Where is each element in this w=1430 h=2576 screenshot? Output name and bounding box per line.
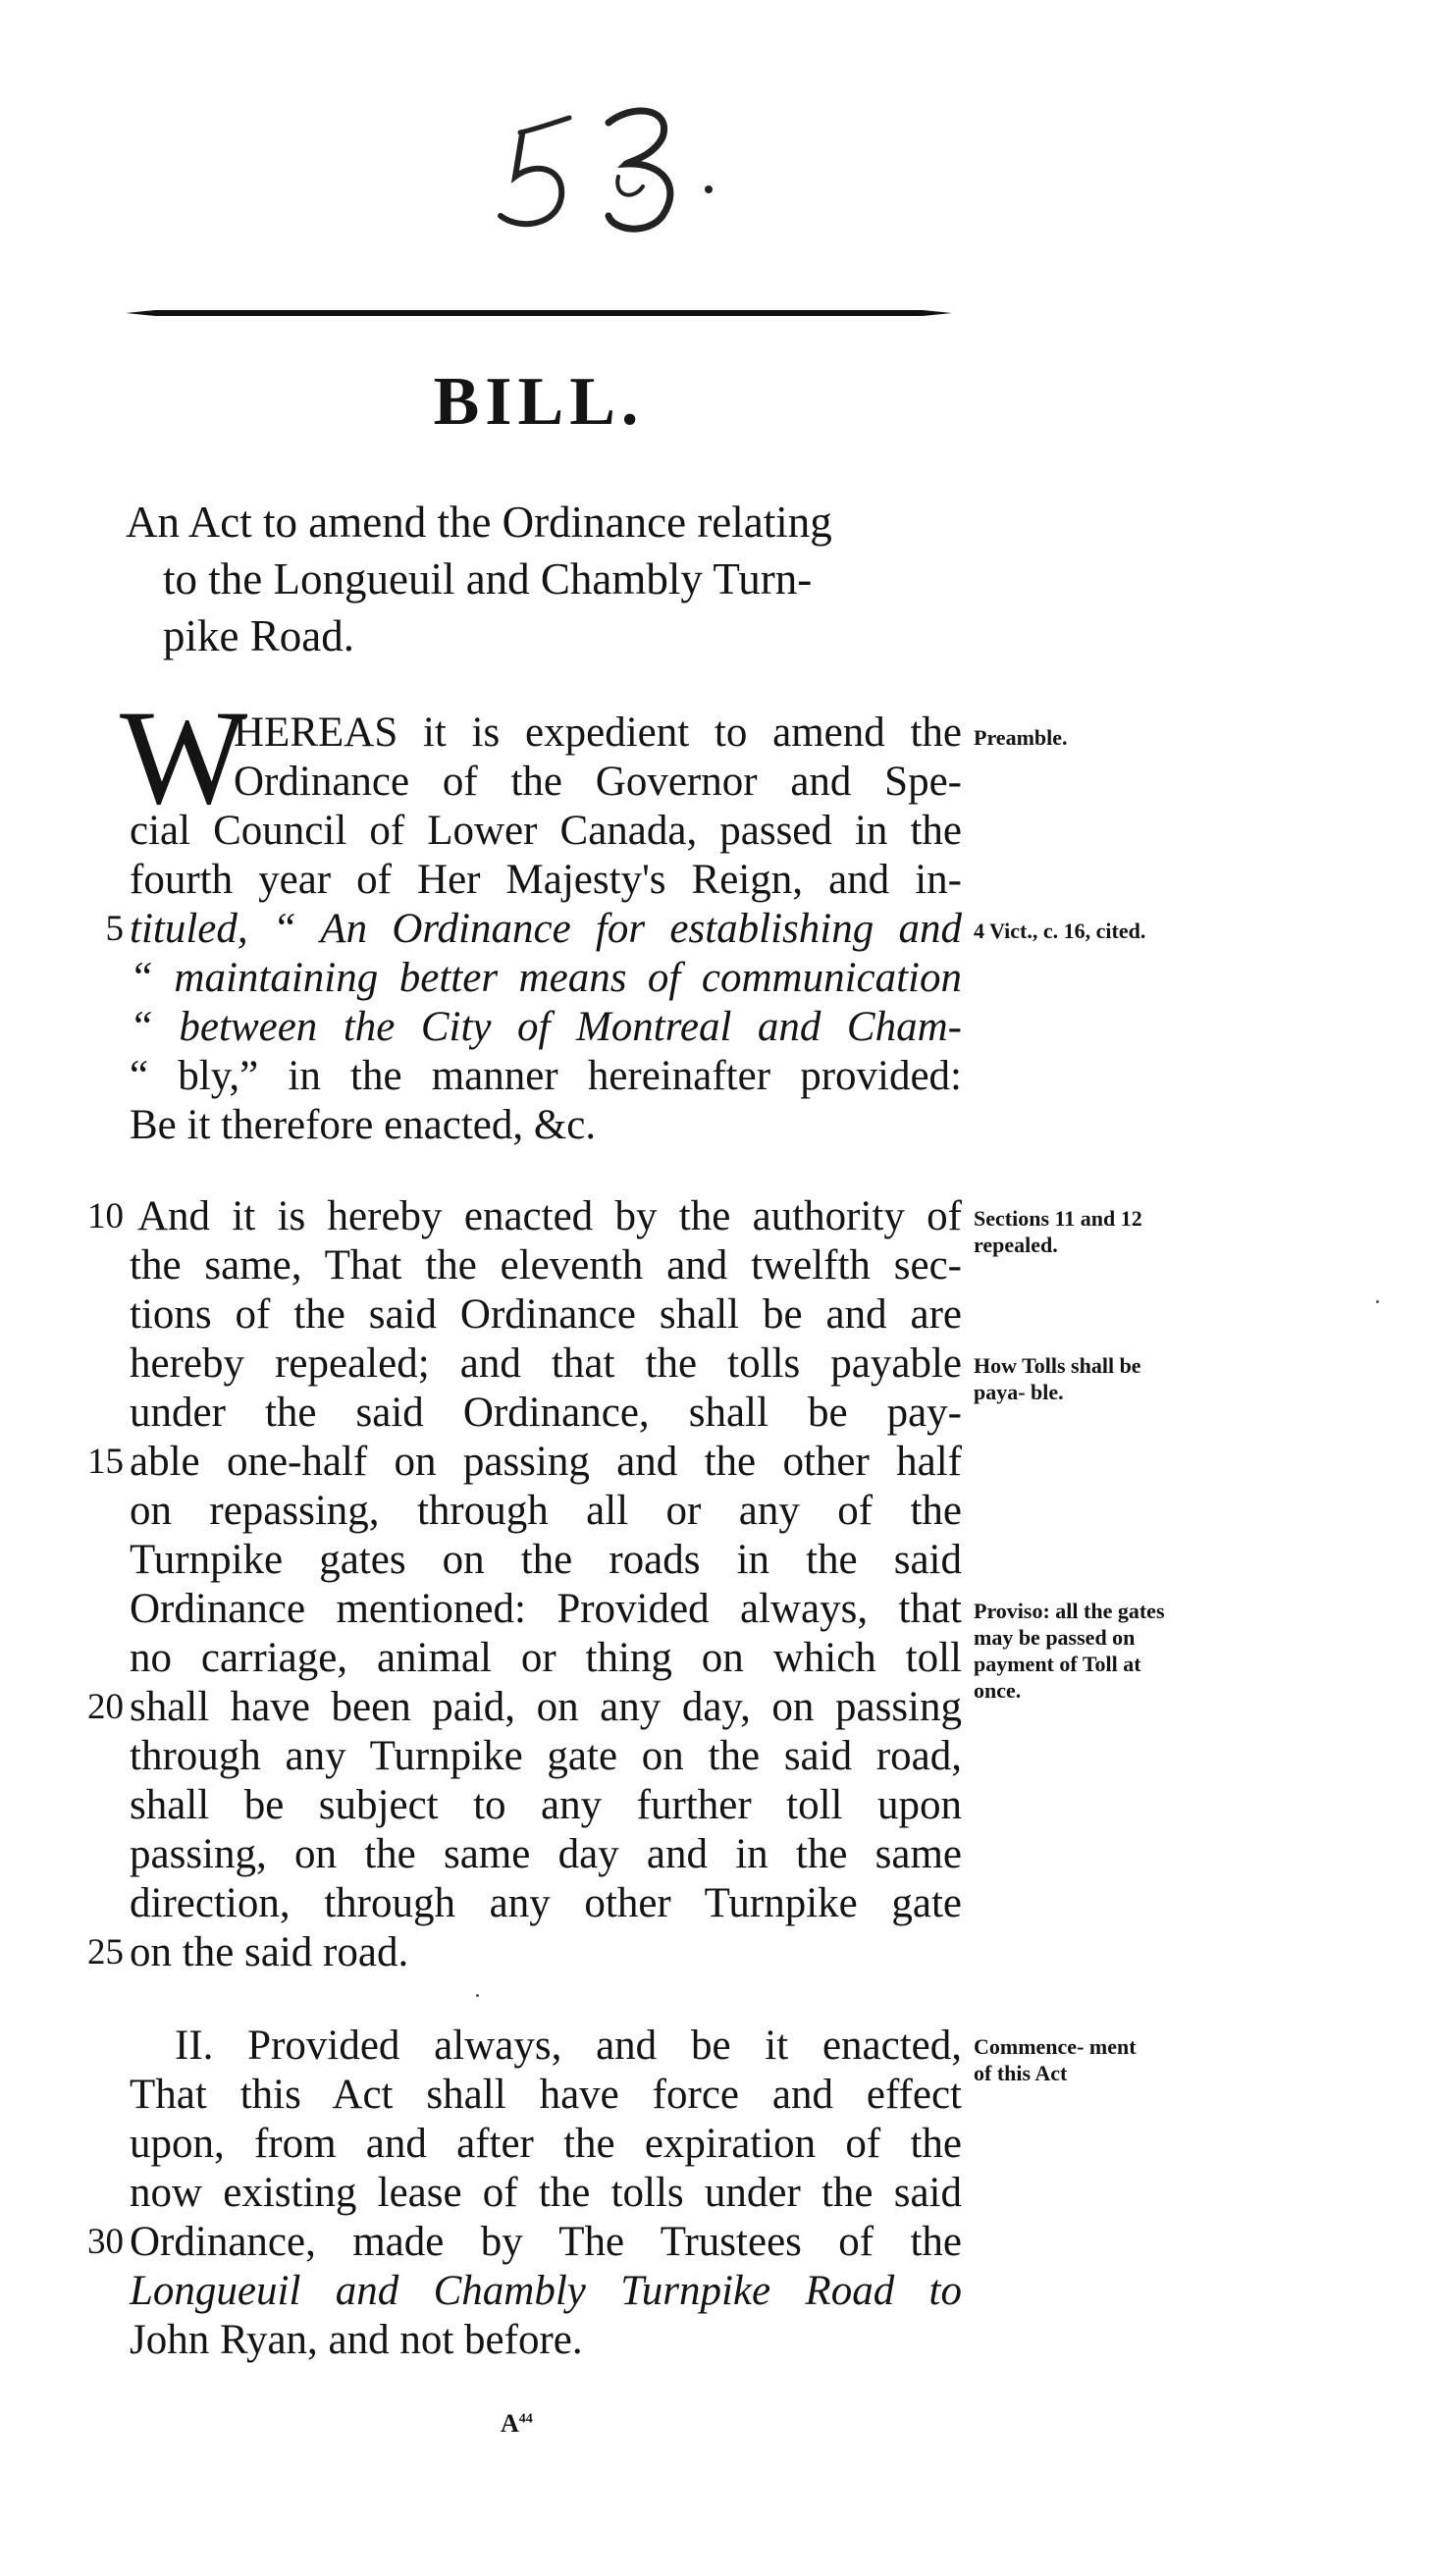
section1-line: on the said road. (130, 1929, 409, 1975)
drop-cap: W (120, 682, 248, 832)
section2-line: II. Provided always, and be it enacted, (175, 2023, 962, 2069)
preamble-line: cial Council of Lower Canada, passed in the (130, 808, 962, 854)
line-number: 10 (87, 1196, 124, 1236)
section2-line: That this Act shall have force and effect (130, 2072, 962, 2118)
line-number: 15 (87, 1442, 124, 1482)
stray-dot (1376, 1300, 1379, 1303)
section1-line: tions of the said Ordinance shall be and are (130, 1291, 962, 1338)
section1-line: Ordinance mentioned: Provided always, that (130, 1586, 962, 1632)
section2-line: Longueuil and Chambly Turnpike Road to (130, 2268, 962, 2314)
act-title (126, 494, 970, 664)
margin-note-cited: 4 Vict., c. 16, cited. (974, 919, 1146, 943)
section1-line: hereby repealed; and that the tolls payable (130, 1341, 962, 1387)
section1-line: no carriage, animal or thing on which toll (130, 1635, 962, 1681)
section1-line: through any Turnpike gate on the said road, (130, 1733, 962, 1779)
section1-line: the same, That the eleventh and twelfth sec- (130, 1242, 962, 1288)
line-number: 5 (105, 909, 124, 949)
preamble-line: “ between the City of Montreal and Cham- (130, 1004, 962, 1050)
margin-note-preamble: Preamble. (974, 725, 1068, 750)
margin-note-commencement: Commence- ment of this Act (974, 2034, 1137, 2085)
handwritten-folio-number (461, 93, 746, 250)
preamble-line: Be it therefore enacted, &c. (130, 1102, 597, 1148)
section2-line: now existing lease of the tolls under the said (130, 2170, 962, 2216)
margin-note-repealed: Sections 11 and 12 repealed. (974, 1206, 1142, 1257)
signature-number: 44 (518, 2411, 533, 2427)
act-title-line: to the Longueuil and Chambly Turn- (163, 554, 813, 604)
preamble-line: HEREAS it is expedient to amend the (234, 710, 962, 756)
act-title-line: An Act to amend the Ordinance relating (126, 498, 832, 547)
preamble-line: “ maintaining better means of communication (130, 955, 962, 1001)
preamble-line: tituled, “ An Ordinance for establishing and (130, 906, 962, 952)
line-number: 30 (87, 2222, 124, 2262)
section2-line: upon, from and after the expiration of the (130, 2121, 962, 2167)
section2-line: John Ryan, and not before. (130, 2317, 583, 2363)
preamble-line: fourth year of Her Majesty's Reign, and in- (130, 857, 962, 903)
printer-signature (501, 2409, 533, 2439)
line-number: 25 (87, 1932, 124, 1972)
header-rule (126, 306, 952, 318)
preamble-line: “ bly,” in the manner hereinafter provided: (130, 1053, 962, 1099)
signature-letter: A (501, 2409, 519, 2438)
section1-line: direction, through any other Turnpike gate (130, 1880, 962, 1926)
section1-line: under the said Ordinance, shall be pay- (130, 1390, 962, 1436)
preamble-line: Ordinance of the Governor and Spe- (234, 759, 962, 805)
line-number: 20 (87, 1687, 124, 1727)
section1-line: passing, on the same day and in the same (130, 1831, 962, 1877)
section1-line: able one-half on passing and the other half (130, 1439, 962, 1485)
act-title-line: pike Road. (163, 611, 354, 660)
section1-line: Turnpike gates on the roads in the said (130, 1537, 962, 1583)
section1-line: shall have been paid, on any day, on passing (130, 1684, 962, 1730)
section2-line: Ordinance, made by The Trustees of the (130, 2219, 962, 2265)
bill-heading: BILL. (433, 364, 645, 440)
margin-note-tolls: How Tolls shall be paya- ble. (974, 1353, 1141, 1404)
section1-line: And it is hereby enacted by the authority of (137, 1193, 962, 1239)
stray-dot (476, 1994, 479, 1997)
section1-line: on repassing, through all or any of the (130, 1488, 962, 1534)
margin-note-proviso: Proviso: all the gates may be passed on payment of Toll at once. (974, 1599, 1165, 1703)
folio-53-handwriting (461, 93, 746, 250)
section1-line: shall be subject to any further toll upon (130, 1782, 962, 1828)
